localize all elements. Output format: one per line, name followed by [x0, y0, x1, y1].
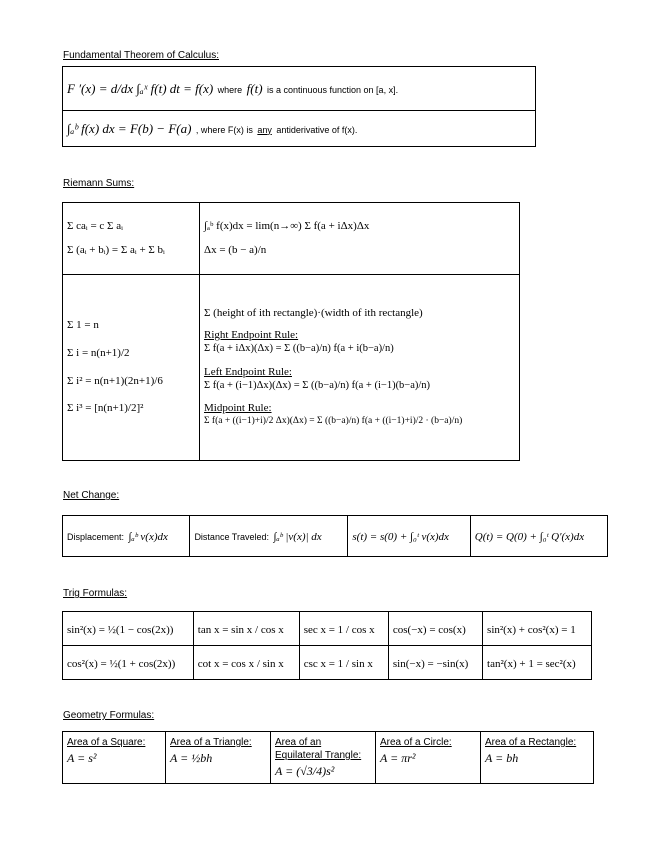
- right-endpoint-formula: Σ f(a + iΔx)(Δx) = Σ ((b−a)/n) f(a + i(b−a)/n): [204, 343, 394, 355]
- geometry-square: [63, 732, 166, 784]
- riemann-endpoint-rules: [200, 275, 520, 461]
- riemann-table: [62, 202, 520, 461]
- left-endpoint-title: Left Endpoint Rule:: [204, 365, 292, 378]
- cos-squared-identity: cos²(x) = ½(1 + cos(2x)): [67, 657, 176, 670]
- integral-limit-definition: ∫ₐᵇ f(x)dx = lim(n→∞) Σ f(a + iΔx)Δx: [204, 219, 370, 232]
- riemann-definition: [200, 203, 520, 275]
- sin-squared-identity: sin²(x) = ½(1 − cos(2x)): [67, 623, 174, 636]
- position-formula: s(t) = s(0) + ∫₀ᵗ v(x)dx: [352, 531, 449, 543]
- geometry-equilateral: [271, 732, 376, 784]
- sin-odd-identity: sin(−x) = −sin(x): [392, 657, 469, 670]
- ftc-formula-2: ∫ₐᵇ f(x) dx = F(b) − F(a): [67, 120, 192, 136]
- ftc-text-continuous: is a continuous function on [a, x].: [266, 84, 399, 95]
- trig-cell: [299, 646, 388, 680]
- sum-addition-rule: Σ (aᵢ + bᵢ) = Σ aᵢ + Σ bᵢ: [67, 243, 165, 256]
- triangle-formula: A = ½bh: [170, 751, 213, 765]
- csc-identity: csc x = 1 / sin x: [303, 657, 373, 670]
- net-quantity: [470, 516, 607, 557]
- ftc-ft: f(t): [246, 80, 263, 96]
- equilateral-title: Area of an Equilateral Trangle:: [275, 737, 362, 761]
- pythagorean-identity: sin²(x) + cos²(x) = 1: [487, 623, 576, 636]
- section-title-riemann: Riemann Sums:: [63, 178, 135, 189]
- circle-formula: A = πr²: [380, 751, 416, 765]
- trig-cell: [193, 646, 299, 680]
- ftc-formula-1: F ′(x) = d/dx ∫ₐˣ f(t) dt = f(x): [67, 80, 214, 96]
- rectangle-title: Area of a Rectangle:: [485, 737, 577, 748]
- quantity-formula: Q(t) = Q(0) + ∫₀ᵗ Q′(x)dx: [474, 531, 585, 543]
- trig-table: [62, 611, 592, 680]
- section-title-trig: Trig Formulas:: [63, 588, 128, 599]
- left-endpoint-formula: Σ f(a + (i−1)Δx)(Δx) = Σ ((b−a)/n) f(a + (i−1)(b−a)/n): [204, 380, 431, 392]
- trig-cell: [193, 612, 299, 646]
- cos-even-identity: cos(−x) = cos(x): [392, 623, 466, 636]
- tan-identity: tan x = sin x / cos x: [197, 623, 284, 636]
- trig-cell: [63, 646, 194, 680]
- distance-formula: ∫ₐᵇ |v(x)| dx: [273, 531, 322, 543]
- riemann-sum-properties: [63, 203, 200, 275]
- geometry-table: [62, 731, 594, 784]
- trig-cell: [483, 612, 592, 646]
- trig-cell: [483, 646, 592, 680]
- sum-constant-rule: Σ caᵢ = c Σ aᵢ: [67, 219, 123, 232]
- net-displacement: [63, 516, 190, 557]
- section-title-geometry: Geometry Formulas:: [63, 710, 155, 721]
- right-endpoint-title: Right Endpoint Rule:: [204, 328, 299, 341]
- ftc-text-antiderivative: antiderivative of f(x).: [276, 124, 358, 135]
- ftc-text-where-2: , where F(x) is: [195, 124, 253, 135]
- square-formula: A = s²: [67, 751, 97, 765]
- ftc-row-2: [63, 111, 536, 147]
- sum-of-i: Σ i = n(n+1)/2: [67, 346, 130, 359]
- net-change-table: [62, 515, 608, 557]
- midpoint-title: Midpoint Rule:: [204, 402, 272, 415]
- riemann-sum-formulas: [63, 275, 200, 461]
- trig-cell: [299, 612, 388, 646]
- geometry-circle: [376, 732, 481, 784]
- cot-identity: cot x = cos x / sin x: [197, 657, 284, 670]
- trig-cell: [388, 646, 482, 680]
- ftc-table: [62, 66, 536, 147]
- section-title-ftc: Fundamental Theorem of Calculus:: [63, 50, 220, 61]
- ftc-text-where: where: [217, 84, 243, 95]
- tan-sec-identity: tan²(x) + 1 = sec²(x): [487, 657, 576, 670]
- sum-of-i-squared: Σ i² = n(n+1)(2n+1)/6: [67, 374, 163, 387]
- geometry-rectangle: [481, 732, 594, 784]
- ftc-row-1: [63, 67, 536, 111]
- displacement-label: Displacement:: [67, 532, 125, 542]
- displacement-formula: ∫ₐᵇ v(x)dx: [128, 531, 168, 543]
- equilateral-formula: A = (√3/4)s²: [275, 764, 335, 778]
- distance-label: Distance Traveled:: [194, 532, 269, 542]
- net-distance: [190, 516, 348, 557]
- section-title-net-change: Net Change:: [63, 490, 120, 501]
- rectangle-formula: A = bh: [485, 751, 519, 765]
- sum-of-ones: Σ 1 = n: [67, 319, 99, 331]
- sec-identity: sec x = 1 / cos x: [303, 623, 375, 636]
- delta-x-definition: Δx = (b − a)/n: [204, 243, 267, 256]
- triangle-title: Area of a Triangle:: [170, 737, 252, 748]
- ftc-text-any: any: [257, 124, 272, 135]
- rectangle-area-general: Σ (height of ith rectangle)·(width of ith rectangle): [204, 306, 423, 319]
- net-position: [348, 516, 470, 557]
- midpoint-formula: Σ f(a + ((i−1)+i)/2 Δx)(Δx) = Σ ((b−a)/n) f(a + ((i−1)+i)/2 · (b−a)/n): [204, 416, 463, 427]
- trig-cell: [388, 612, 482, 646]
- square-title: Area of a Square:: [67, 737, 146, 748]
- trig-cell: [63, 612, 194, 646]
- circle-title: Area of a Circle:: [380, 737, 452, 748]
- geometry-triangle: [166, 732, 271, 784]
- sum-of-i-cubed: Σ i³ = [n(n+1)/2]²: [67, 402, 144, 415]
